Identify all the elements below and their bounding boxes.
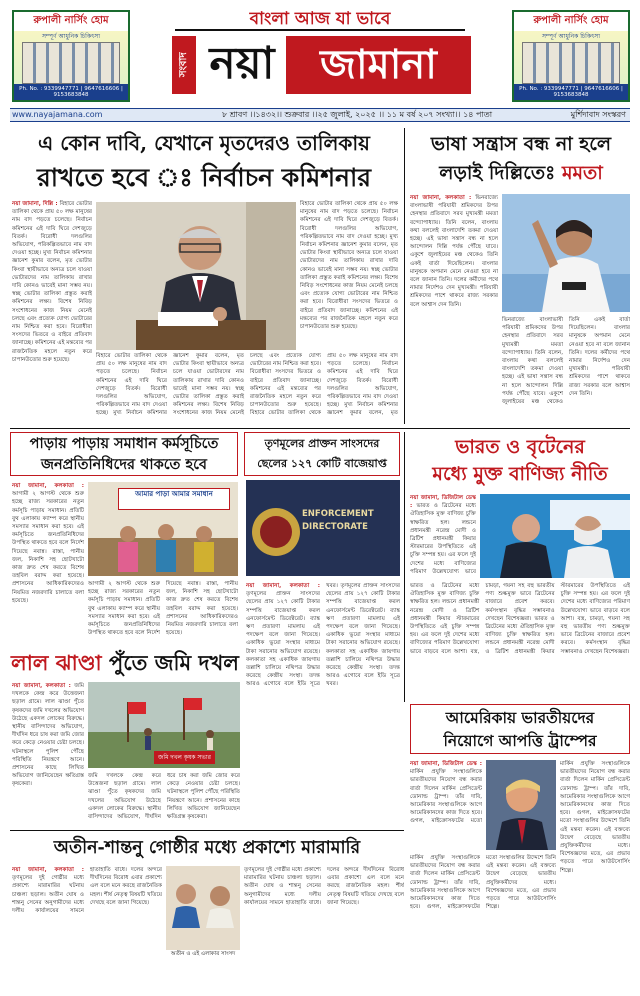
ed-body <box>246 582 400 826</box>
ed-sign: ENFORCEMENT DIRECTORATE <box>302 509 374 532</box>
trump-body-text: মার্কিন প্রযুক্তি সংস্থাগুলিকে ভারতীয়দের নিয়োগ বন্ধ করার বার্তা দিলেন মার্কিন প্রেসিডেন্ট ডোনাল্ড ট্রাম্প। তাঁর দাবি, আমেরিকার সংস্থাগুলিকে আগে আমেরিকানদের কাজ দিতে হবে। গুগল, মাইক্রোসফটের মতো সংস্থাগুলির উদ্দেশে তিনি এই মন্তব্য করেন। এই বক্তব্যে উদ্বেগ বেড়েছে ভারতীয় প্রযুক্তিকর্মীদের মধ্যে। বিশেষজ্ঞদের মতে, এর প্রভাব পড়তে পারে আউটসোর্সিং শিল্পে। <box>560 761 630 874</box>
para-body-text: আগামী ২ আগস্ট থেকে শুরু হচ্ছে রাজ্য সরকারের নতুন কর্মসূচি পাড়ায় সমাধান। প্রতিটি বুথ এলাকায় ক্যাম্প করে স্থানীয় সমস্যার সমাধান করা হবে। এই কর্মসূচিতে জনপ্রতিনিধিদের উপস্থিত থাকতে হবে বলে নির্দেশ দিয়েছে নবান্ন। রাস্তা, পানীয় জল, নিকাশি সহ ছোটখাটো কাজ দ্রুত শেষ করতে বিশেষ তহবিল বরাদ্দ করা হয়েছে। প্রশাসনের আধিকারিকদেরও নিয়মিত নজরদারি চালাতে বলা হয়েছে। <box>12 491 84 604</box>
mamata-headline-name: মমতা <box>561 162 603 184</box>
uk-body-left <box>410 494 476 578</box>
para-body-left <box>12 482 84 642</box>
uk-body-text: ভারত ও ব্রিটেনের মধ্যে ঐতিহাসিক মুক্ত বাণিজ্য চুক্তি স্বাক্ষরিত হল। লন্ডনে প্রধানমন্ত্রী নরেন্দ্র মোদী ও ব্রিটিশ প্রধানমন্ত্রী কিয়ার স্টারমারের উপস্থিতিতে এই চুক্তি সম্পন্ন হয়। এর ফলে দুই দেশের মধ্যে বাণিজ্যের পরিমাণ উল্লেখযোগ্য ভাবে বাড়বে বলে আশা। বস্ত্র, চামড়া, গয়না সহ বহু ভারতীয় পণ্য শুল্কমুক্ত ভাবে ব্রিটেনের বাজারে প্রবেশ করবে। কর্মসংস্থান বৃদ্ধির সম্ভাবনাও দেখছেন বিশেষজ্ঞরা। <box>485 583 630 655</box>
trump-dateline: নয়া জামানা, ডিজিটাল ডেস্ক : <box>410 761 482 767</box>
election-commissioner-photo <box>96 202 296 350</box>
para-body-text: আগামী ২ আগস্ট থেকে শুরু হচ্ছে রাজ্য সরকারের নতুন কর্মসূচি পাড়ায় সমাধান। প্রতিটি বুথ এলাকায় ক্যাম্প করে স্থানীয় সমস্যার সমাধান করা হবে। এই কর্মসূচিতে জনপ্রতিনিধিদের উপস্থিত থাকতে হবে বলে নির্দেশ দিয়েছে নবান্ন। রাস্তা, পানীয় জল, নিকাশি সহ ছোটখাটো কাজ দ্রুত শেষ করতে বিশেষ তহবিল বরাদ্দ করা হয়েছে। প্রশাসনের আধিকারিকদেরও নিয়মিত নজরদারি চালাতে বলা হয়েছে। <box>88 581 238 637</box>
trump-body-left <box>410 760 482 830</box>
clash-body-right <box>244 866 404 986</box>
clash-photo <box>166 866 240 958</box>
flag-dateline: নয়া জামানা, কলকাতা : <box>12 683 71 689</box>
clash-body-text: তৃণমূলের দুই গোষ্ঠীর মধ্যে প্রকাশ্যে মারামারির ঘটনায় চাঞ্চল্য ছড়াল। অতীন ঘোষ ও শান্তনু সেনের অনুগামীদের মধ্যে দলীয় কার্যালয়ের সামনে হাতাহাতি বাধে। দলের অন্দরে দীর্ঘদিনের বিরোধ এবার প্রকাশ্যে এল বলে মনে করছে রাজনৈতিক মহল। শীর্ষ নেতৃত্ব বিষয়টি খতিয়ে দেখছে বলে জানা গিয়েছে। <box>244 867 404 906</box>
mamata-dateline: নয়া জামানা, কলকাতা : <box>410 195 472 201</box>
mamata-photo <box>502 194 630 312</box>
trump-headline-2[interactable]: নিয়োগে আপত্তি ট্রাম্পের <box>443 731 597 750</box>
mamata-body-text: ভিনরাজ্যে বাংলাভাষী পরিযায়ী শ্রমিকদের উপর হেনস্থার প্রতিবাদে সরব মুখ্যমন্ত্রী মমতা বন্দ্যোপাধ্যায়। তিনি বলেন, বাংলায় কথা বললেই বাংলাদেশি তকমা দেওয়া হচ্ছে। এই ভাষা সন্ত্রাস বন্ধ না হলে আন্দোলন দিল্লি পর্যন্ত পৌঁছে যাবে। একুশে জুলাইয়ের মঞ্চ থেকেও তিনি একই বার্তা দিয়েছিলেন। বাংলার মানুষকে অপমান মেনে নেওয়া হবে না বলে জানান তিনি। দলের কর্মীদের পথে নামার নির্দেশও দেন মুখ্যমন্ত্রী। পরিযায়ী শ্রমিকদের পাশে থাকবে রাজ্য সরকার বলে আশ্বাস দেন তিনি। <box>410 195 498 308</box>
uk-dateline: নয়া জামানা, ডিজিটাল ডেস্ক : <box>410 495 476 510</box>
lead-headline-2[interactable]: রাখতে হবে ঃ নির্বাচন কমিশনার <box>37 163 371 192</box>
flag-headline-red: ঝাণ্ডা <box>55 650 102 675</box>
lead-body-right <box>300 200 398 350</box>
para-banner: আমার পাড়া আমার সমাধান <box>118 488 230 510</box>
flag-headline-rest: পুঁতে জমি দখল <box>108 650 239 675</box>
ad-phone: Ph. No. : 9339947771 | 9647616606 | 9153683848 <box>14 84 128 100</box>
uk-body-text: ভারত ও ব্রিটেনের মধ্যে ঐতিহাসিক মুক্ত বাণিজ্য চুক্তি স্বাক্ষরিত হল। লন্ডনে প্রধানমন্ত্রী নরেন্দ্র মোদী ও ব্রিটিশ প্রধানমন্ত্রী কিয়ার স্টারমারের উপস্থিতিতে এই চুক্তি সম্পন্ন হয়। এর ফলে দুই দেশের মধ্যে বাণিজ্যের পরিমাণ উল্লেখযোগ্য ভাবে <box>410 503 476 575</box>
lead-body-bottom <box>96 352 398 424</box>
modi-starmer-photo <box>480 494 630 578</box>
trump-body-text: মার্কিন প্রযুক্তি সংস্থাগুলিকে ভারতীয়দের নিয়োগ বন্ধ করার বার্তা দিলেন মার্কিন প্রেসিডেন্ট ডোনাল্ড ট্রাম্প। তাঁর দাবি, আমেরিকার সংস্থাগুলিকে আগে আমেরিকানদের কাজ দিতে হবে। গুগল, মাইক্রোসফটের মতো সংস্থাগুলির উদ্দেশে তিনি এই মন্তব্য করেন। এই বক্তব্যে উদ্বেগ বেড়েছে ভারতীয় প্রযুক্তিকর্মীদের মধ্যে। বিশেষজ্ঞদের মতে, এর প্রভাব পড়তে পারে আউটসোর্সিং শিল্পে। <box>410 855 556 911</box>
clash-body-left <box>12 866 162 986</box>
ad-title: রুপালী নার্সিং হোম <box>514 12 628 31</box>
clash-caption: অতীন ও এই এলাকার সাংসদ <box>166 950 240 958</box>
column-rule <box>404 432 405 702</box>
trump-body-right <box>560 760 630 986</box>
lead-body-text: বিহারে ভোটার তালিকা থেকে প্রায় ৫০ লক্ষ মানুষের নাম বাদ পড়তে চলেছে। নির্বাচন কমিশনের এই দাবি ঘিরে দেশজুড়ে বিতর্ক। বিরোধী দলগুলির অভিযোগ, পরিকল্পিতভাবে নাম বাদ দেওয়া হচ্ছে। মুখ্য নির্বাচন কমিশনার জ্ঞানেশ কুমার বলেন, মৃত ভোটার কিংবা স্থায়ীভাবে অন্যত্র চলে যাওয়া ভোটারদের নাম তালিকায় রাখার দাবি কোনও ভাবেই মানা সম্ভব নয়। স্বচ্ছ ভোটার তালিকা প্রস্তুত করাই কমিশনের লক্ষ্য। বিশেষ নিবিড় সংশোধনের কাজ নিয়ম মেনেই চলছে এবং প্রত্যেক যোগ্য ভোটারের নাম নিশ্চিত করা হবে। বিরোধীরা সংসদের ভিতরে ও বাইরে প্রতিবাদ জানাচ্ছে। কমিশনের এই মন্তব্যের পর রাজনৈতিক মহলে নতুন করে চাপানউতোর শুরু হয়েছে। <box>12 201 92 363</box>
flag-body-text: জমি দখলকে কেন্দ্র করে উত্তেজনা ছড়াল গ্রামে। লাল ঝাণ্ডা পুঁতে কৃষকদের জমি দখলের অভিযোগ উঠেছে একদল লোকের বিরুদ্ধে। স্থানীয় বাসিন্দাদের অভিযোগ, দীর্ঘদিন ধরে চাষ করা জমি জোর করে কেড়ে নেওয়ার চেষ্টা চলছে। ঘটনাস্থলে পুলিশ পৌঁছে পরিস্থিতি নিয়ন্ত্রণে আনে। প্রশাসনের কাছে লিখিত অভিযোগ জানিয়েছেন ক্ষতিগ্রস্ত কৃষকেরা। <box>12 683 84 788</box>
masthead-tagline: বাংলা আজ যা ভাবে <box>249 9 391 29</box>
ad-title: রুপালী নার্সিং হোম <box>14 12 128 31</box>
ed-headline-1[interactable]: তৃণমূলের প্রাক্তন সাংসদের <box>264 437 380 450</box>
uk-headline-2[interactable]: মধ্যে মুক্ত বাণিজ্য নীতি <box>432 463 608 485</box>
flag-body-text: জমি দখলকে কেন্দ্র করে উত্তেজনা ছড়াল গ্রামে। লাল ঝাণ্ডা পুঁতে কৃষকদের জমি দখলের অভিযোগ উঠেছে একদল লোকের বিরুদ্ধে। স্থানীয় বাসিন্দাদের অভিযোগ, দীর্ঘদিন ধরে চাষ করা জমি জোর করে কেড়ে নেওয়ার চেষ্টা চলছে। ঘটনাস্থলে পুলিশ পৌঁছে পরিস্থিতি নিয়ন্ত্রণে আনে। প্রশাসনের কাছে লিখিত অভিযোগ জানিয়েছেন ক্ষতিগ্রস্ত কৃষকেরা। <box>88 773 240 821</box>
flag-headline[interactable] <box>10 648 240 678</box>
uk-body-bottom <box>410 582 630 698</box>
mamata-body-right <box>502 316 630 424</box>
trump-photo <box>486 760 556 850</box>
flag-body-left <box>12 682 84 826</box>
info-bar <box>10 108 630 122</box>
mamata-body-left <box>410 194 498 424</box>
masthead-rule <box>175 29 465 31</box>
flag-headline-black: লাল <box>11 650 49 675</box>
trump-body-bottom <box>410 854 556 986</box>
section-rule <box>10 428 630 429</box>
para-headline-2[interactable]: জনপ্রতিনিধিদের থাকতে হবে <box>40 456 208 473</box>
enforcement-directorate-photo <box>246 480 400 576</box>
para-samadhan-photo <box>88 482 238 576</box>
masthead-sangbad: সংবাদ <box>172 36 196 94</box>
website-link[interactable]: www.nayajamana.com <box>12 110 103 119</box>
ad-subtitle: সম্পূর্ণ আধুনিক চিকিৎসা <box>542 33 600 40</box>
ad-phone: Ph. No. : 9339947771 | 9647616606 | 9153683848 <box>514 84 628 100</box>
trump-headline-1[interactable]: আমেরিকায় ভারতীয়দের <box>445 708 595 727</box>
mamata-body-text: ভিনরাজ্যে বাংলাভাষী পরিযায়ী শ্রমিকদের উপর হেনস্থার প্রতিবাদে সরব মুখ্যমন্ত্রী মমতা বন্দ্যোপাধ্যায়। তিনি বলেন, বাংলায় কথা বললেই বাংলাদেশি তকমা দেওয়া হচ্ছে। এই ভাষা সন্ত্রাস বন্ধ না হলে আন্দোলন দিল্লি পর্যন্ত পৌঁছে যাবে। একুশে জুলাইয়ের মঞ্চ থেকেও তিনি একই বার্তা দিয়েছিলেন। বাংলার মানুষকে অপমান মেনে নেওয়া হবে না বলে জানান তিনি। দলের কর্মীদের পথে নামার নির্দেশও দেন মুখ্যমন্ত্রী। পরিযায়ী শ্রমিকদের পাশে থাকবে রাজ্য সরকার বলে আশ্বাস দেন তিনি। <box>502 317 630 406</box>
masthead-name-red: জামানা <box>286 36 471 94</box>
column-rule <box>404 128 405 424</box>
red-flag-land-photo <box>88 682 240 768</box>
hospital-building-image <box>22 42 120 84</box>
ed-headline-2[interactable]: ছেলের ১২৭ কোটি বাজেয়াপ্ত <box>257 457 387 470</box>
clash-dateline: নয়া জামানা, কলকাতা : <box>12 867 84 873</box>
section-rule <box>10 830 404 831</box>
para-body-right <box>88 580 238 642</box>
flag-caption: জমি দখল কৃষক সভার <box>154 751 215 764</box>
ed-body-text: তৃণমূলের প্রাক্তন সাংসদের ছেলের প্রায় ১২৭ কোটি টাকার সম্পত্তি বাজেয়াপ্ত করল এনফোর্সমেন্ট ডিরেক্টরেট। ব্যাঙ্ক ঋণ প্রতারণা মামলায় এই পদক্ষেপ বলে জানা গিয়েছে। একাধিক ভুয়ো সংস্থার মাধ্যমে টাকা সরানোর অভিযোগ রয়েছে। কলকাতা সহ একাধিক জায়গায় তল্লাশি চালিয়ে নথিপত্র উদ্ধার করেছে কেন্দ্রীয় সংস্থা। তদন্ত আরও এগোবে বলে ইডি সূত্রে খবর। <box>326 583 400 688</box>
mamata-headline-1[interactable]: ভাষা সন্ত্রাস বন্ধ না হলে <box>430 133 612 155</box>
ad-subtitle: সম্পূর্ণ আধুনিক চিকিৎসা <box>42 33 100 40</box>
lead-body-text: বিহারে ভোটার তালিকা থেকে প্রায় ৫০ লক্ষ মানুষের নাম বাদ পড়তে চলেছে। নির্বাচন কমিশনের এই দাবি ঘিরে দেশজুড়ে বিতর্ক। বিরোধী দলগুলির অভিযোগ, পরিকল্পিতভাবে নাম বাদ দেওয়া হচ্ছে। মুখ্য নির্বাচন কমিশনার জ্ঞানেশ কুমার বলেন, মৃত <box>250 353 398 417</box>
issue-date: ৮ শ্রাবণ ।।১৪৩২।। শুক্রবার ।।২৫ জুলাই, ২০২৫ ।। ১১ ম বর্ষ ২০৭ সংখ্যা।। ১৪ পাতা <box>222 110 493 119</box>
mamata-headline-2-wrap[interactable] <box>410 158 632 188</box>
para-headline-1[interactable]: পাড়ায় পাড়ায় সমাধান কর্মসূচিতে <box>29 435 219 452</box>
lead-body-text: বিহারে ভোটার তালিকা থেকে প্রায় ৫০ লক্ষ মানুষের নাম বাদ পড়তে চলেছে। নির্বাচন কমিশনের এই দাবি ঘিরে দেশজুড়ে বিতর্ক। বিরোধী দলগুলির অভিযোগ, পরিকল্পিতভাবে নাম বাদ দেওয়া হচ্ছে। মুখ্য নির্বাচন কমিশনার জ্ঞানেশ কুমার বলেন, মৃত ভোটার কিংবা স্থায়ীভাবে অন্যত্র চলে যাওয়া ভোটারদের নাম তালিকায় রাখার দাবি কোনও ভাবেই মানা সম্ভব নয়। স্বচ্ছ ভোটার তালিকা প্রস্তুত করাই কমিশনের লক্ষ্য। বিশেষ নিবিড় সংশোধনের কাজ নিয়ম মেনেই চলছে এবং প্রত্যেক যোগ্য ভোটারের নাম নিশ্চিত করা হবে। বিরোধীরা সংসদের ভিতরে ও বাইরে প্রতিবাদ জানাচ্ছে। কমিশনের এই মন্তব্যের পর রাজনৈতিক মহলে নতুন করে চাপানউতোর শুরু হয়েছে। <box>96 353 321 417</box>
lead-headline-1[interactable]: এ কোন দাবি, যেখানে মৃতদেরও তালিকায় <box>38 131 370 155</box>
hospital-building-image <box>522 42 620 84</box>
uk-body-text: ভারত ও ব্রিটেনের মধ্যে ঐতিহাসিক মুক্ত বাণিজ্য চুক্তি স্বাক্ষরিত হল। লন্ডনে প্রধানমন্ত্রী নরেন্দ্র মোদী ও ব্রিটিশ প্রধানমন্ত্রী কিয়ার স্টারমারের উপস্থিতিতে এই চুক্তি সম্পন্ন হয়। এর ফলে দুই দেশের মধ্যে বাণিজ্যের পরিমাণ উল্লেখযোগ্য ভাবে বাড়বে বলে আশা। বস্ত্র, চামড়া, গয়না সহ বহু ভারতীয় পণ্য শুল্কমুক্ত ভাবে ব্রিটেনের বাজারে প্রবেশ করবে। কর্মসংস্থান বৃদ্ধির সম্ভাবনাও দেখছেন বিশেষজ্ঞরা। <box>410 583 555 655</box>
ed-body-text: তৃণমূলের প্রাক্তন সাংসদের ছেলের প্রায় ১২৭ কোটি টাকার সম্পত্তি বাজেয়াপ্ত করল এনফোর্সমেন্ট ডিরেক্টরেট। ব্যাঙ্ক ঋণ প্রতারণা মামলায় এই পদক্ষেপ বলে জানা গিয়েছে। একাধিক ভুয়ো সংস্থার মাধ্যমে টাকা সরানোর অভিযোগ রয়েছে। কলকাতা সহ একাধিক জায়গায় তল্লাশি চালিয়ে নথিপত্র উদ্ধার করেছে কেন্দ্রীয় সংস্থা। তদন্ত আরও এগোবে বলে ইডি সূত্রে খবর। <box>246 583 338 688</box>
para-dateline: নয়া জামানা, কলকাতা : <box>12 483 84 489</box>
clash-headline[interactable]: অতীন-শান্তনু গোষ্ঠীর মধ্যে প্রকাশ্যে মারামারি <box>53 838 361 858</box>
uk-headline-1[interactable]: ভারত ও বৃটেনের <box>455 436 585 458</box>
masthead-name-black: নয়া <box>209 38 275 89</box>
lead-body-left <box>12 200 92 424</box>
ad-right-nursing-home[interactable] <box>512 10 630 102</box>
mamata-headline-2: লড়াই দিল্লিতেঃ <box>439 162 556 184</box>
clash-body-text: তৃণমূলের দুই গোষ্ঠীর মধ্যে প্রকাশ্যে মারামারির ঘটনায় চাঞ্চল্য ছড়াল। অতীন ঘোষ ও শান্তনু সেনের অনুগামীদের মধ্যে দলীয় কার্যালয়ের সামনে হাতাহাতি বাধে। দলের অন্দরে দীর্ঘদিনের বিরোধ এবার প্রকাশ্যে এল বলে মনে করছে রাজনৈতিক মহল। শীর্ষ নেতৃত্ব বিষয়টি খতিয়ে দেখছে বলে জানা গিয়েছে। <box>12 867 162 915</box>
lead-dateline: নয়া জামানা, দিল্লি : <box>12 201 58 207</box>
lead-body-text: বিহারে ভোটার তালিকা থেকে প্রায় ৫০ লক্ষ মানুষের নাম বাদ পড়তে চলেছে। নির্বাচন কমিশনের এই দাবি ঘিরে দেশজুড়ে বিতর্ক। বিরোধী দলগুলির অভিযোগ, পরিকল্পিতভাবে নাম বাদ দেওয়া হচ্ছে। মুখ্য নির্বাচন কমিশনার জ্ঞানেশ কুমার বলেন, মৃত ভোটার কিংবা স্থায়ীভাবে অন্যত্র চলে যাওয়া ভোটারদের নাম তালিকায় রাখার দাবি কোনও ভাবেই মানা সম্ভব নয়। স্বচ্ছ ভোটার তালিকা প্রস্তুত করাই কমিশনের লক্ষ্য। বিশেষ নিবিড় সংশোধনের কাজ নিয়ম মেনেই চলছে এবং প্রত্যেক যোগ্য ভোটারের নাম নিশ্চিত করা হবে। বিরোধীরা সংসদের ভিতরে ও বাইরে প্রতিবাদ জানাচ্ছে। কমিশনের এই মন্তব্যের পর রাজনৈতিক মহলে নতুন করে চাপানউতোর শুরু হয়েছে। <box>300 201 398 331</box>
trump-body-text: মার্কিন প্রযুক্তি সংস্থাগুলিকে ভারতীয়দের নিয়োগ বন্ধ করার বার্তা দিলেন মার্কিন প্রেসিডেন্ট ডোনাল্ড ট্রাম্প। তাঁর দাবি, আমেরিকার সংস্থাগুলিকে আগে আমেরিকানদের কাজ দিতে হবে। গুগল, মাইক্রোসফটের মতো <box>410 769 482 825</box>
flag-body-right <box>88 772 240 826</box>
edition-city: মুর্শিদাবাদ সংস্করণ <box>570 110 626 119</box>
ad-left-nursing-home[interactable] <box>12 10 130 102</box>
ed-dateline: নয়া জামানা, কলকাতা : <box>246 583 320 589</box>
